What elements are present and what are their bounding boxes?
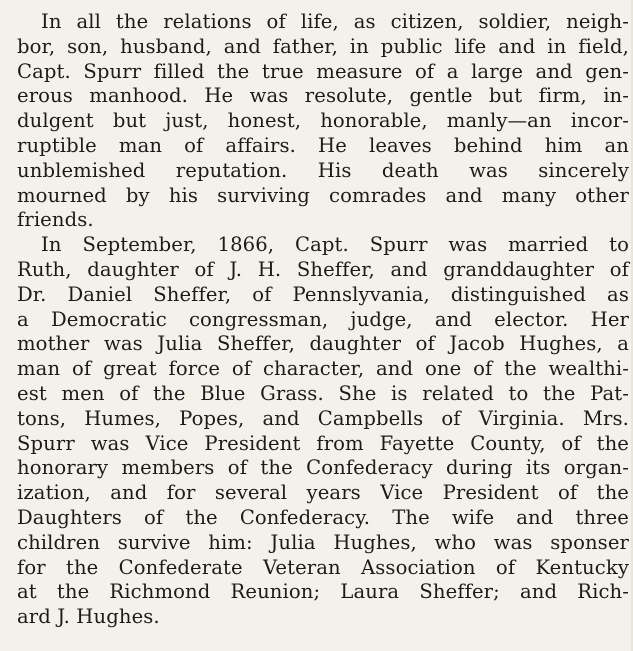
text-line: Dr. Daniel Sheffer, of Pennslyvania, distinguished as: [17, 282, 629, 306]
article-text: [17, 10, 629, 630]
text-line: Spurr was Vice President from Fayette County, of the: [17, 431, 629, 455]
text-line: at the Richmond Reunion; Laura Sheffer; and Rich-: [17, 580, 629, 604]
paragraph-family: [17, 233, 629, 630]
text-line: tons, Humes, Popes, and Campbells of Virginia. Mrs.: [17, 406, 629, 430]
text-line: ruptible man of affairs. He leaves behind him an: [17, 133, 629, 157]
text-line: In September, 1866, Capt. Spurr was married to: [41, 233, 629, 257]
text-line: dulgent but just, honest, honorable, manly—an incor-: [17, 109, 629, 133]
text-line: mourned by his surviving comrades and many other: [17, 183, 629, 207]
text-line: In all the relations of life, as citizen, soldier, neigh-: [41, 10, 629, 33]
text-line: honorary members of the Confederacy during its organ-: [17, 456, 629, 480]
text-line: friends.: [17, 208, 94, 232]
paragraph-tribute: [17, 10, 629, 233]
text-line: unblemished reputation. His death was sincerely: [17, 158, 629, 182]
text-line: ard J. Hughes.: [17, 605, 160, 629]
text-line: ization, and for several years Vice President of the: [17, 481, 629, 505]
text-line: Ruth, daughter of J. H. Sheffer, and granddaughter of: [17, 257, 629, 281]
text-line: a Democratic congressman, judge, and elector. Her: [17, 307, 629, 331]
text-line: children survive him: Julia Hughes, who was sponser: [17, 530, 629, 554]
text-line: for the Confederate Veteran Association of Kentucky: [17, 555, 629, 579]
text-line: mother was Julia Sheffer, daughter of Jacob Hughes, a: [17, 332, 629, 356]
text-line: erous manhood. He was resolute, gentle but firm, in-: [17, 84, 629, 108]
text-line: bor, son, husband, and father, in public life and in field,: [17, 34, 629, 58]
text-line: Daughters of the Confederacy. The wife and three: [17, 505, 629, 529]
text-line: est men of the Blue Grass. She is related to the Pat-: [17, 381, 629, 405]
text-line: man of great force of character, and one of the wealthi-: [17, 357, 629, 381]
text-line: Capt. Spurr filled the true measure of a large and gen-: [17, 59, 629, 83]
